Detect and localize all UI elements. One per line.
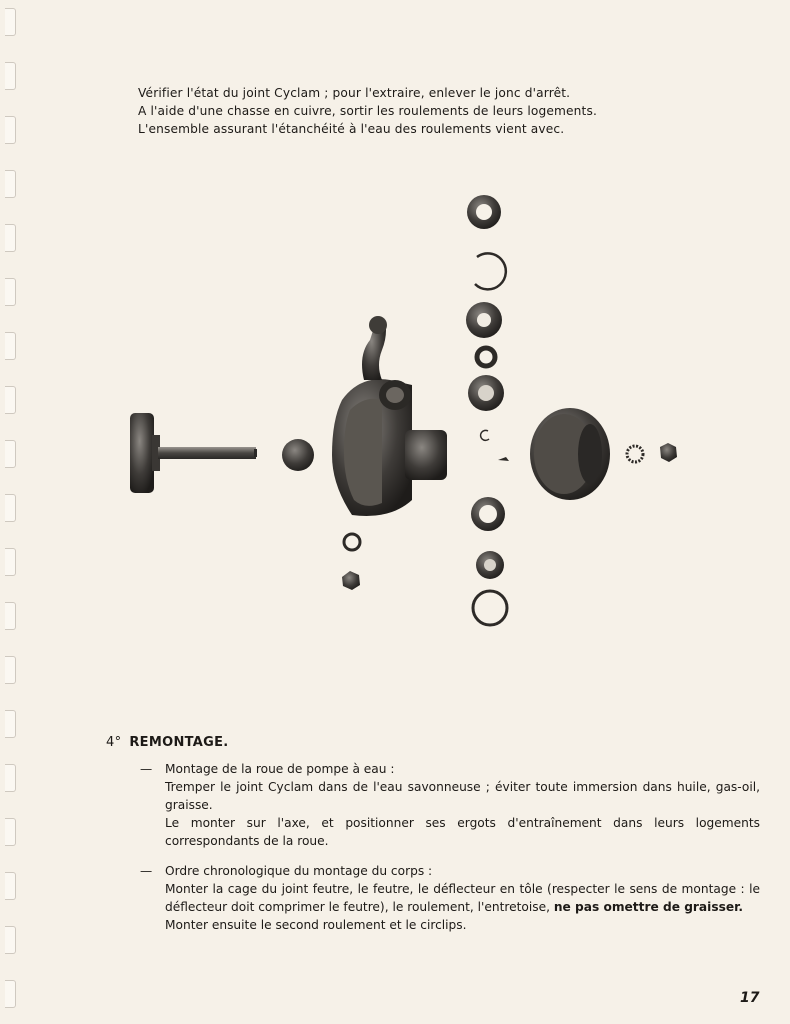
item-text: Monter la cage du joint feutre, le feutre, le déflecteur en tôle (respecter le sens de montage : le déflecteur doit comprimer le feutre), le roulement, l'entretoise, [165,882,760,914]
list-item [140,862,760,934]
section-heading [106,735,229,750]
item-lead: Montage de la roue de pompe à eau : [165,762,395,776]
item-dash: — [140,864,153,878]
binder-holes [5,0,21,1024]
impeller-shaft [130,413,257,493]
item-body [165,880,760,934]
item-paragraph: Le monter sur l'axe, et positionner ses ergots d'entraînement dans leurs logements correspondants de la roue. [165,816,760,848]
cyclam-seal [282,439,314,471]
item-paragraph: Monter ensuite le second roulement et le circlips. [165,918,467,932]
bearing-column-bottom [471,497,507,625]
intro-line-1: Vérifier l'état du joint Cyclam ; pour l'extraire, enlever le jonc d'arrêt. [138,86,571,100]
toothed-washer [627,446,643,462]
pump-body [332,316,447,516]
intro-line-2: A l'aide d'une chasse en cuivre, sortir les roulements de leurs logements. [138,104,597,118]
pulley [530,408,610,500]
key [498,457,509,461]
small-nut [342,571,360,590]
section-number: 4° [106,735,122,750]
page-number: 17 [740,990,760,1006]
item-emphasis: ne pas omettre de graisser. [553,900,744,914]
pulley-nut [660,443,677,462]
instruction-list [140,760,760,946]
circlip [481,430,489,440]
intro-line-3: L'ensemble assurant l'étanchéité à l'eau des roulements vient avec. [138,122,565,136]
bearing-column-top [466,195,506,411]
small-washer [344,534,360,550]
item-body [165,778,760,850]
item-dash: — [140,762,153,776]
item-lead: Ordre chronologique du montage du corps : [165,864,433,878]
list-item [140,760,760,850]
exploded-view-photo [120,185,710,635]
item-paragraph: Tremper le joint Cyclam dans de l'eau savonneuse ; éviter toute immersion dans huile, gas-oil, graisse. [165,780,760,812]
section-title: REMONTAGE. [129,735,229,750]
item-paragraph [165,880,760,916]
intro-paragraph [138,84,638,138]
